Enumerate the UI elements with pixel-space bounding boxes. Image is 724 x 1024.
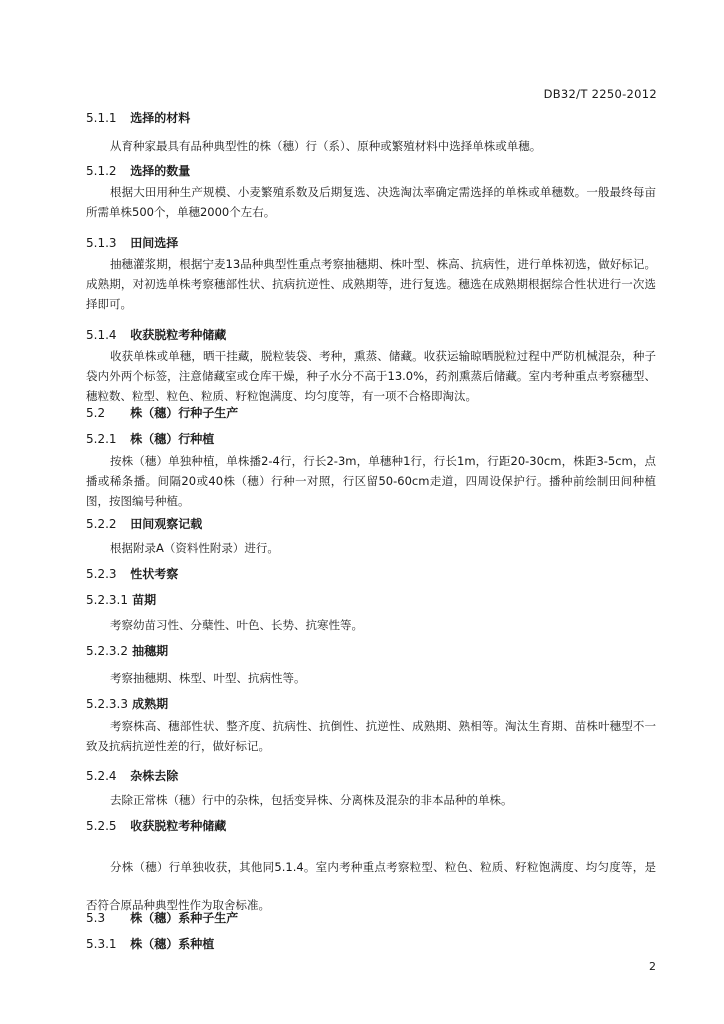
section-number: 5.1.3 bbox=[86, 236, 117, 250]
section-heading bbox=[86, 327, 656, 343]
section-heading bbox=[86, 643, 656, 659]
section-title: 选择的材料 bbox=[130, 111, 191, 125]
paragraph: 去除正常株（穗）行中的杂株，包括变异株、分离株及混杂的非本品种的单株。 bbox=[110, 793, 513, 807]
paragraph: 考察株高、穗部性状、整齐度、抗病性、抗倒性、抗逆性、成熟期、熟相等。淘汰生育期、苗株叶穗型不一致及抗病抗逆性差的行，做好标记。 bbox=[86, 719, 656, 753]
section-number: 5.3 bbox=[86, 911, 106, 925]
section-heading bbox=[86, 696, 656, 712]
section-number: 5.2.3.3 bbox=[86, 697, 128, 711]
section-number: 5.2.3.1 bbox=[86, 593, 128, 607]
section-title: 株（穗）行种子生产 bbox=[130, 406, 239, 420]
section-heading bbox=[86, 163, 656, 179]
section-title: 苗期 bbox=[132, 593, 157, 607]
section-title: 选择的数量 bbox=[130, 164, 191, 178]
section-heading bbox=[86, 566, 656, 582]
section-number: 5.2.4 bbox=[86, 769, 117, 783]
section-heading bbox=[86, 818, 656, 834]
paragraph: 考察幼苗习性、分蘖性、叶色、长势、抗寒性等。 bbox=[110, 618, 363, 632]
section-title: 株（穗）行种植 bbox=[130, 432, 215, 446]
section-number: 5.2.2 bbox=[86, 517, 117, 531]
paragraph-block bbox=[86, 182, 656, 222]
paragraph: 收获单株或单穗，晒干挂藏，脱粒装袋、考种，熏蒸、储藏。收获运输晾晒脱粒过程中严防机械混杂，种子袋内外两个标签，注意储藏室或仓库干燥，种子水分不高于13.0%，药剂熏蒸后储藏。室内考种重点考察穗型、穗粒数、粒型、粒色、粒质、籽粒饱满度、均匀度等，有一项不合格即淘汰。 bbox=[86, 349, 656, 403]
paragraph: 根据附录A（资料性附录）进行。 bbox=[110, 541, 279, 555]
section-number: 5.3.1 bbox=[86, 937, 117, 951]
paragraph: 按株（穗）单独种植，单株播2-4行，行长2-3m，单穗种1行，行长1m，行距20-30cm，株距3-5cm，点播或稀条播。间隔20或40株（穗）行种一对照，行区留50-60cm走道，四周设保护行。播种前绘制田间种植图，按图编号种植。 bbox=[86, 454, 656, 508]
section-number: 5.1.4 bbox=[86, 328, 117, 342]
section-heading bbox=[86, 910, 656, 926]
paragraph: 考察抽穗期、株型、叶型、抗病性等。 bbox=[110, 671, 306, 685]
section-title: 田间选择 bbox=[130, 236, 179, 250]
section-title: 田间观察记载 bbox=[130, 517, 203, 531]
section-heading bbox=[86, 936, 656, 952]
section-heading bbox=[86, 110, 656, 126]
paragraph-block bbox=[86, 615, 656, 635]
section-title: 性状考察 bbox=[130, 567, 179, 581]
section-title: 杂株去除 bbox=[130, 769, 179, 783]
section-heading bbox=[86, 431, 656, 447]
section-number: 5.2.5 bbox=[86, 819, 117, 833]
section-number: 5.2.1 bbox=[86, 432, 117, 446]
section-heading bbox=[86, 235, 656, 251]
section-heading bbox=[86, 768, 656, 784]
section-title: 收获脱粒考种储藏 bbox=[130, 819, 227, 833]
section-title: 抽穗期 bbox=[132, 644, 169, 658]
section-number: 5.2.3 bbox=[86, 567, 117, 581]
paragraph: 从育种家最具有品种典型性的株（穗）行（系）、原种或繁殖材料中选择单株或单穗。 bbox=[110, 139, 542, 153]
paragraph: 抽穗灌浆期，根据宁麦13品种典型性重点考察抽穗期、株叶型、株高、抗病性，进行单株初选，做好标记。成熟期，对初选单株考察穗部性状、抗病抗逆性、成熟期等，进行复选。穗选在成熟期根据综合性状进行一次选择即可。 bbox=[86, 257, 656, 311]
paragraph-block bbox=[86, 346, 656, 406]
section-heading bbox=[86, 592, 656, 608]
section-number: 5.1.1 bbox=[86, 111, 117, 125]
paragraph-block bbox=[86, 790, 656, 810]
section-heading bbox=[86, 516, 656, 532]
section-title: 成熟期 bbox=[132, 697, 169, 711]
paragraph-block bbox=[86, 538, 656, 558]
section-title: 收获脱粒考种储藏 bbox=[130, 328, 227, 342]
paragraph: 分株（穗）行单独收获，其他同5.1.4。室内考种重点考察粒型、粒色、粒质、籽粒饱满度、均匀度等，是否符合原品种典型性作为取舍标准。 bbox=[86, 860, 656, 912]
paragraph-block bbox=[86, 254, 656, 314]
section-heading bbox=[86, 405, 656, 421]
paragraph-block bbox=[86, 451, 656, 511]
paragraph-block bbox=[86, 668, 656, 688]
section-number: 5.2.3.2 bbox=[86, 644, 128, 658]
section-number: 5.1.2 bbox=[86, 164, 117, 178]
standard-code: DB32/T 2250-2012 bbox=[543, 87, 657, 101]
section-title: 株（穗）系种植 bbox=[130, 937, 215, 951]
paragraph-block bbox=[86, 716, 656, 756]
paragraph: 根据大田用种生产规模、小麦繁殖系数及后期复选、决选淘汰率确定需选择的单株或单穗数。一般最终每亩所需单株500个，单穗2000个左右。 bbox=[86, 185, 656, 219]
page-number: 2 bbox=[649, 960, 656, 973]
paragraph-block bbox=[86, 136, 656, 156]
section-number: 5.2 bbox=[86, 406, 106, 420]
section-title: 株（穗）系种子生产 bbox=[130, 911, 239, 925]
